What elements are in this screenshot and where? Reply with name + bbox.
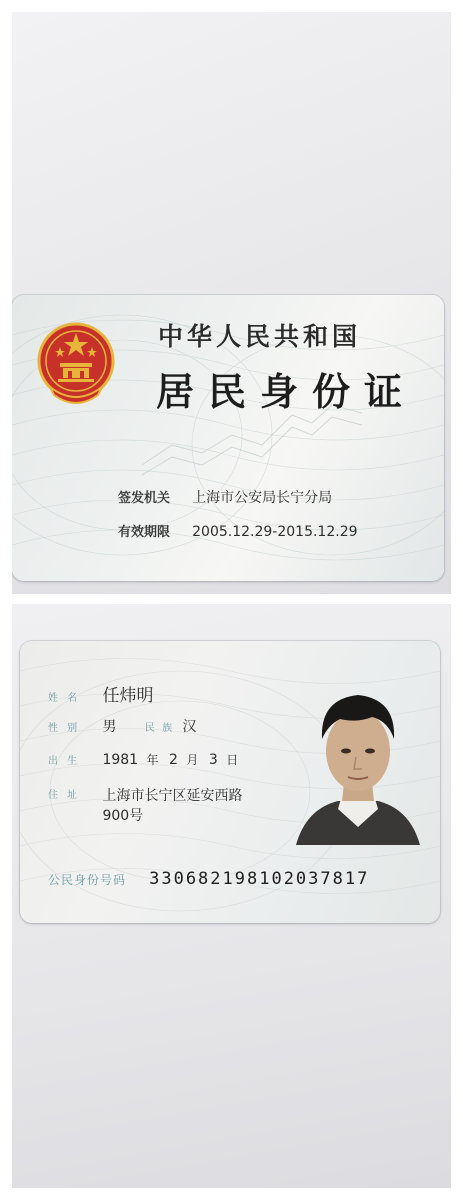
birth-field (48, 751, 244, 768)
id-number-value: 330682198102037817 (149, 869, 370, 889)
day-char: 日 (226, 753, 239, 767)
birth-day: 3 (208, 752, 218, 768)
gender-label: 性 别 (48, 723, 81, 734)
validity-row (118, 521, 358, 540)
validity-label: 有效期限 (118, 525, 171, 540)
birth-month: 2 (169, 752, 178, 768)
gender-value: 男 (102, 719, 117, 735)
gender-field (48, 716, 197, 736)
issuer-label: 签发机关 (118, 491, 171, 506)
validity-value: 2005.12.29-2015.12.29 (192, 524, 358, 540)
month-char: 月 (186, 753, 199, 767)
id-number-label: 公民身份号码 (48, 873, 127, 887)
address-line-2: 900号 (102, 808, 144, 824)
portrait-photo (292, 677, 424, 845)
id-card-front (12, 295, 444, 581)
birth-label: 出 生 (48, 756, 81, 767)
front-photo-panel (12, 12, 451, 594)
birth-year: 1981 (102, 752, 139, 768)
address-label: 住 址 (48, 790, 81, 801)
year-char: 年 (146, 753, 159, 767)
address-field (48, 786, 242, 826)
name-value: 任炜明 (102, 686, 154, 706)
id-number-row (48, 869, 369, 889)
name-field (48, 681, 153, 706)
issuing-authority-row (118, 487, 332, 507)
address-line-1: 上海市长宁区延安西路 (102, 788, 243, 804)
back-photo-panel (12, 604, 451, 1188)
national-emblem-icon (36, 321, 116, 407)
ethnicity-label: 民 族 (144, 723, 175, 734)
id-card-back (20, 641, 440, 923)
issuer-value: 上海市公安局长宁分局 (192, 490, 333, 506)
ethnicity-value: 汉 (182, 719, 197, 735)
country-name: 中华人民共和国 (158, 322, 362, 351)
card-title: 居民身份证 (156, 369, 417, 414)
name-label: 姓 名 (48, 693, 81, 704)
